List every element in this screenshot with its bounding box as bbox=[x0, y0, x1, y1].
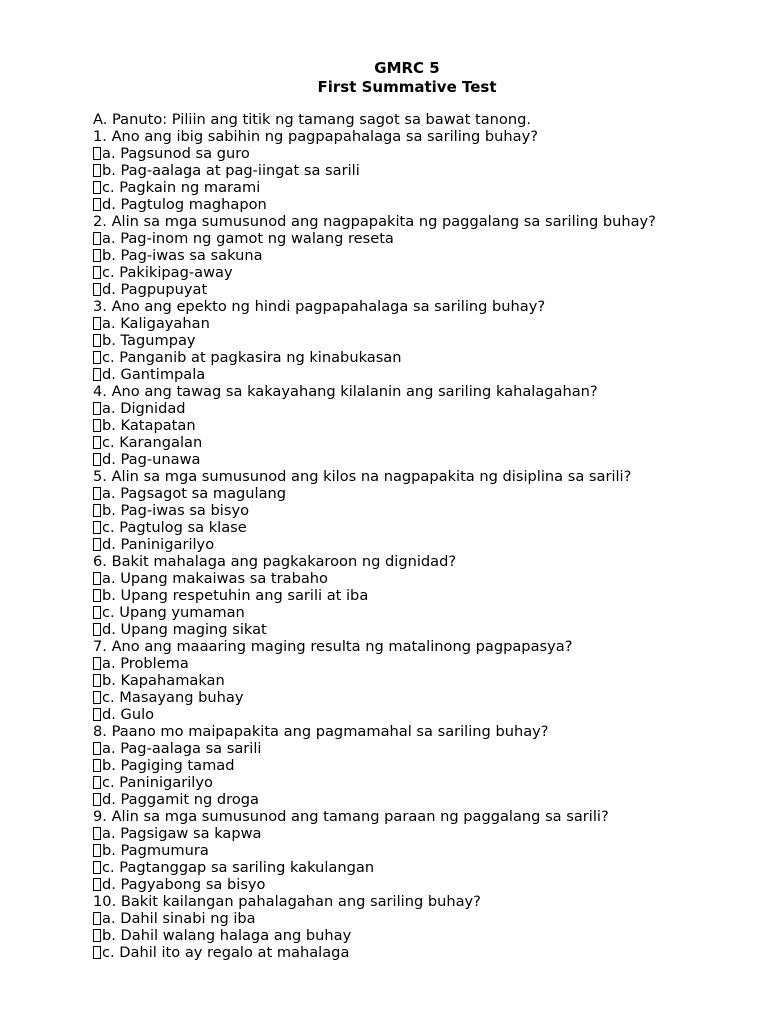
answer-choice bbox=[93, 536, 753, 553]
answer-choice-text: a. Pagsunod sa guro bbox=[102, 145, 250, 162]
answer-choice-text: b. Katapatan bbox=[102, 417, 196, 434]
test-content bbox=[93, 111, 753, 961]
answer-choice bbox=[93, 451, 753, 468]
document-subtitle: First Summative Test bbox=[317, 78, 497, 96]
answer-choice-text: a. Dahil sinabi ng iba bbox=[102, 910, 256, 927]
question-text: 10. Bakit kailangan pahalagahan ang sariling buhay? bbox=[93, 893, 481, 910]
question-text: 8. Paano mo maipapakita ang pagmamahal sa sariling buhay? bbox=[93, 723, 549, 740]
missing-glyph-box-icon bbox=[93, 929, 101, 942]
answer-choice-text: d. Gulo bbox=[102, 706, 155, 723]
answer-choice bbox=[93, 417, 753, 434]
question-text: 3. Ano ang epekto ng hindi pagpapahalaga sa sariling buhay? bbox=[93, 298, 546, 315]
document-title: GMRC 5 bbox=[374, 59, 440, 77]
answer-choice-text: a. Pagsagot sa magulang bbox=[102, 485, 287, 502]
answer-choice bbox=[93, 264, 753, 281]
answer-choice-text: d. Paggamit ng droga bbox=[102, 791, 259, 808]
missing-glyph-box-icon bbox=[93, 317, 101, 330]
missing-glyph-box-icon bbox=[93, 147, 101, 160]
missing-glyph-box-icon bbox=[93, 283, 101, 296]
missing-glyph-box-icon bbox=[93, 674, 101, 687]
answer-choice-text: c. Pagkain ng marami bbox=[102, 179, 261, 196]
answer-choice bbox=[93, 349, 753, 366]
answer-choice bbox=[93, 672, 753, 689]
answer-choice bbox=[93, 910, 753, 927]
missing-glyph-box-icon bbox=[93, 164, 101, 177]
question-text: 9. Alin sa mga sumusunod ang tamang paraan ng paggalang sa sarili? bbox=[93, 808, 609, 825]
answer-choice-text: b. Pag-iwas sa sakuna bbox=[102, 247, 263, 264]
question-text: 5. Alin sa mga sumusunod ang kilos na nagpapakita ng disiplina sa sarili? bbox=[93, 468, 632, 485]
answer-choice bbox=[93, 145, 753, 162]
missing-glyph-box-icon bbox=[93, 368, 101, 381]
instructions: A. Panuto: Piliin ang titik ng tamang sagot sa bawat tanong. bbox=[93, 111, 531, 128]
answer-choice-text: b. Kapahamakan bbox=[102, 672, 225, 689]
missing-glyph-box-icon bbox=[93, 623, 101, 636]
answer-choice bbox=[93, 655, 753, 672]
answer-choice bbox=[93, 400, 753, 417]
missing-glyph-box-icon bbox=[93, 657, 101, 670]
answer-choice bbox=[93, 230, 753, 247]
missing-glyph-box-icon bbox=[93, 776, 101, 789]
answer-choice bbox=[93, 740, 753, 757]
answer-choice-text: d. Pagpupuyat bbox=[102, 281, 208, 298]
answer-choice-text: b. Pagiging tamad bbox=[102, 757, 235, 774]
answer-choice bbox=[93, 604, 753, 621]
missing-glyph-box-icon bbox=[93, 572, 101, 585]
answer-choice bbox=[93, 689, 753, 706]
missing-glyph-box-icon bbox=[93, 793, 101, 806]
answer-choice-text: c. Masayang buhay bbox=[102, 689, 244, 706]
answer-choice-text: b. Pagmumura bbox=[102, 842, 209, 859]
answer-choice bbox=[93, 927, 753, 944]
answer-choice-text: d. Pagyabong sa bisyo bbox=[102, 876, 266, 893]
answer-choice bbox=[93, 519, 753, 536]
answer-choice bbox=[93, 179, 753, 196]
missing-glyph-box-icon bbox=[93, 198, 101, 211]
missing-glyph-box-icon bbox=[93, 946, 101, 959]
answer-choice-text: b. Dahil walang halaga ang buhay bbox=[102, 927, 352, 944]
answer-choice-text: d. Paninigarilyo bbox=[102, 536, 215, 553]
answer-choice bbox=[93, 247, 753, 264]
answer-choice-text: a. Kaligayahan bbox=[102, 315, 210, 332]
answer-choice bbox=[93, 774, 753, 791]
answer-choice bbox=[93, 570, 753, 587]
answer-choice bbox=[93, 196, 753, 213]
answer-choice bbox=[93, 842, 753, 859]
document-header bbox=[0, 59, 768, 97]
answer-choice-text: b. Pag-iwas sa bisyo bbox=[102, 502, 250, 519]
answer-choice-text: d. Pag-unawa bbox=[102, 451, 201, 468]
answer-choice-text: c. Karangalan bbox=[102, 434, 203, 451]
missing-glyph-box-icon bbox=[93, 708, 101, 721]
answer-choice bbox=[93, 944, 753, 961]
answer-choice bbox=[93, 757, 753, 774]
answer-choice-text: b. Upang respetuhin ang sarili at iba bbox=[102, 587, 369, 604]
question-text: 4. Ano ang tawag sa kakayahang kilalanin ang sariling kahalagahan? bbox=[93, 383, 598, 400]
answer-choice bbox=[93, 859, 753, 876]
missing-glyph-box-icon bbox=[93, 266, 101, 279]
answer-choice bbox=[93, 502, 753, 519]
missing-glyph-box-icon bbox=[93, 606, 101, 619]
answer-choice-text: d. Gantimpala bbox=[102, 366, 206, 383]
answer-choice bbox=[93, 315, 753, 332]
answer-choice-text: c. Pagtanggap sa sariling kakulangan bbox=[102, 859, 375, 876]
missing-glyph-box-icon bbox=[93, 742, 101, 755]
missing-glyph-box-icon bbox=[93, 521, 101, 534]
answer-choice bbox=[93, 366, 753, 383]
answer-choice-text: b. Pag-aalaga at pag-iingat sa sarili bbox=[102, 162, 360, 179]
answer-choice-text: c. Dahil ito ay regalo at mahalaga bbox=[102, 944, 350, 961]
answer-choice bbox=[93, 332, 753, 349]
answer-choice bbox=[93, 587, 753, 604]
missing-glyph-box-icon bbox=[93, 912, 101, 925]
missing-glyph-box-icon bbox=[93, 402, 101, 415]
answer-choice bbox=[93, 791, 753, 808]
missing-glyph-box-icon bbox=[93, 759, 101, 772]
answer-choice-text: d. Pagtulog maghapon bbox=[102, 196, 267, 213]
missing-glyph-box-icon bbox=[93, 504, 101, 517]
answer-choice-text: c. Pakikipag-away bbox=[102, 264, 233, 281]
answer-choice-text: a. Problema bbox=[102, 655, 189, 672]
missing-glyph-box-icon bbox=[93, 334, 101, 347]
answer-choice-text: b. Tagumpay bbox=[102, 332, 196, 349]
missing-glyph-box-icon bbox=[93, 878, 101, 891]
missing-glyph-box-icon bbox=[93, 436, 101, 449]
missing-glyph-box-icon bbox=[93, 538, 101, 551]
question-text: 7. Ano ang maaaring maging resulta ng matalinong pagpapasya? bbox=[93, 638, 573, 655]
answer-choice-text: a. Pag-aalaga sa sarili bbox=[102, 740, 262, 757]
question-text: 6. Bakit mahalaga ang pagkakaroon ng dignidad? bbox=[93, 553, 457, 570]
answer-choice-text: c. Upang yumaman bbox=[102, 604, 245, 621]
answer-choice-text: d. Upang maging sikat bbox=[102, 621, 267, 638]
answer-choice-text: c. Pagtulog sa klase bbox=[102, 519, 247, 536]
missing-glyph-box-icon bbox=[93, 589, 101, 602]
answer-choice-text: c. Paninigarilyo bbox=[102, 774, 213, 791]
missing-glyph-box-icon bbox=[93, 453, 101, 466]
missing-glyph-box-icon bbox=[93, 232, 101, 245]
answer-choice bbox=[93, 485, 753, 502]
answer-choice bbox=[93, 281, 753, 298]
missing-glyph-box-icon bbox=[93, 351, 101, 364]
missing-glyph-box-icon bbox=[93, 827, 101, 840]
answer-choice bbox=[93, 162, 753, 179]
answer-choice bbox=[93, 434, 753, 451]
missing-glyph-box-icon bbox=[93, 419, 101, 432]
answer-choice bbox=[93, 621, 753, 638]
answer-choice-text: a. Upang makaiwas sa trabaho bbox=[102, 570, 328, 587]
question-text: 2. Alin sa mga sumusunod ang nagpapakita ng paggalang sa sariling buhay? bbox=[93, 213, 656, 230]
answer-choice-text: a. Dignidad bbox=[102, 400, 186, 417]
answer-choice-text: a. Pagsigaw sa kapwa bbox=[102, 825, 262, 842]
missing-glyph-box-icon bbox=[93, 844, 101, 857]
missing-glyph-box-icon bbox=[93, 861, 101, 874]
missing-glyph-box-icon bbox=[93, 181, 101, 194]
missing-glyph-box-icon bbox=[93, 487, 101, 500]
question-text: 1. Ano ang ibig sabihin ng pagpapahalaga sa sariling buhay? bbox=[93, 128, 538, 145]
answer-choice-text: c. Panganib at pagkasira ng kinabukasan bbox=[102, 349, 402, 366]
answer-choice bbox=[93, 825, 753, 842]
answer-choice-text: a. Pag-inom ng gamot ng walang reseta bbox=[102, 230, 394, 247]
answer-choice bbox=[93, 706, 753, 723]
answer-choice bbox=[93, 876, 753, 893]
missing-glyph-box-icon bbox=[93, 249, 101, 262]
missing-glyph-box-icon bbox=[93, 691, 101, 704]
